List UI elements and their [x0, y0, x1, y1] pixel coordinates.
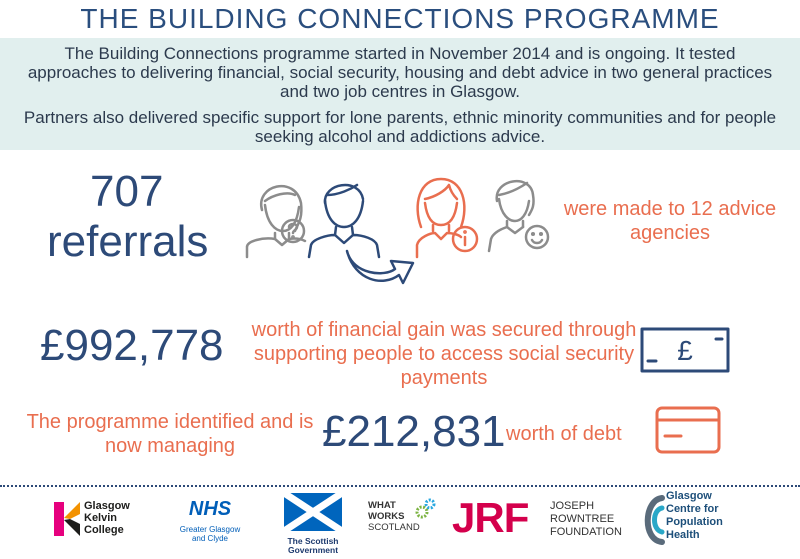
nhs-sub-1: Greater Glasgow [179, 525, 241, 534]
debt-intro-text: The programme identified and is now managing [26, 411, 314, 457]
gkc-line-3: College [84, 524, 124, 536]
financial-gain-text: worth of financial gain was secured through supporting people to access social security payments [251, 319, 637, 389]
ww-line-1: WHAT [368, 500, 396, 511]
scot-line-2: Government [287, 545, 339, 555]
gcph-line-4: Health [666, 529, 700, 541]
nhs-sub-2: and Clyde [191, 534, 229, 543]
financial-gain-amount: £992,778 [40, 321, 224, 370]
what-works-scotland-logo [368, 500, 440, 533]
page-title: THE BUILDING CONNECTIONS PROGRAMME [80, 3, 720, 34]
scottish-government-logo [284, 493, 342, 555]
referrals-word: referrals [47, 217, 209, 266]
banknote-icon [640, 325, 730, 375]
footer-divider [0, 485, 800, 487]
intro-paragraph-1: The Building Connections programme started in November 2014 and is ongoing. It tested approaches to delivering financial, social security, housing and debt advice in two general practices and two job centres in Glasgow. [27, 44, 773, 101]
saltire-icon [284, 493, 342, 531]
credit-card-icon [655, 406, 721, 454]
gkc-line-1: Glasgow [84, 500, 130, 512]
ww-line-2: WORKS [368, 511, 405, 522]
referrals-text: were made to 12 advice agencies [563, 198, 777, 244]
person-info-icon [417, 179, 477, 257]
jrf-mark: JRF [452, 494, 529, 541]
person-advisor-icon [309, 185, 379, 257]
debt-amount: £212,831 [322, 407, 506, 456]
ww-line-3: SCOTLAND [368, 522, 420, 533]
debt-text: worth of debt [506, 423, 622, 445]
gears-icon [414, 498, 436, 520]
jrf-line-3: FOUNDATION [550, 526, 622, 538]
nhs-logo [165, 498, 255, 543]
gkc-line-2: Kelvin [84, 512, 118, 524]
banknote-currency-symbol: £ [677, 335, 693, 366]
referrals-number: 707 [90, 167, 164, 216]
intro-paragraph-2: Partners also delivered specific support for lone parents, ethnic minority communities and for people seeking alcohol and addictions advice. [23, 108, 777, 146]
intro-panel [0, 38, 800, 150]
gcph-line-2: Centre for [666, 503, 719, 515]
jrf-line-1: JOSEPH [550, 500, 595, 512]
nhs-mark: NHS [188, 498, 232, 520]
person-question-icon [247, 186, 305, 257]
referral-people-illustration [235, 165, 565, 295]
gcph-line-3: Population [666, 516, 723, 528]
gcph-line-1: Glasgow [666, 490, 712, 502]
scot-line-1: The Scottish [287, 536, 339, 546]
person-smiley-icon [489, 181, 548, 251]
jrf-line-2: ROWNTREE [550, 513, 615, 525]
gcph-mark-icon [640, 492, 666, 548]
